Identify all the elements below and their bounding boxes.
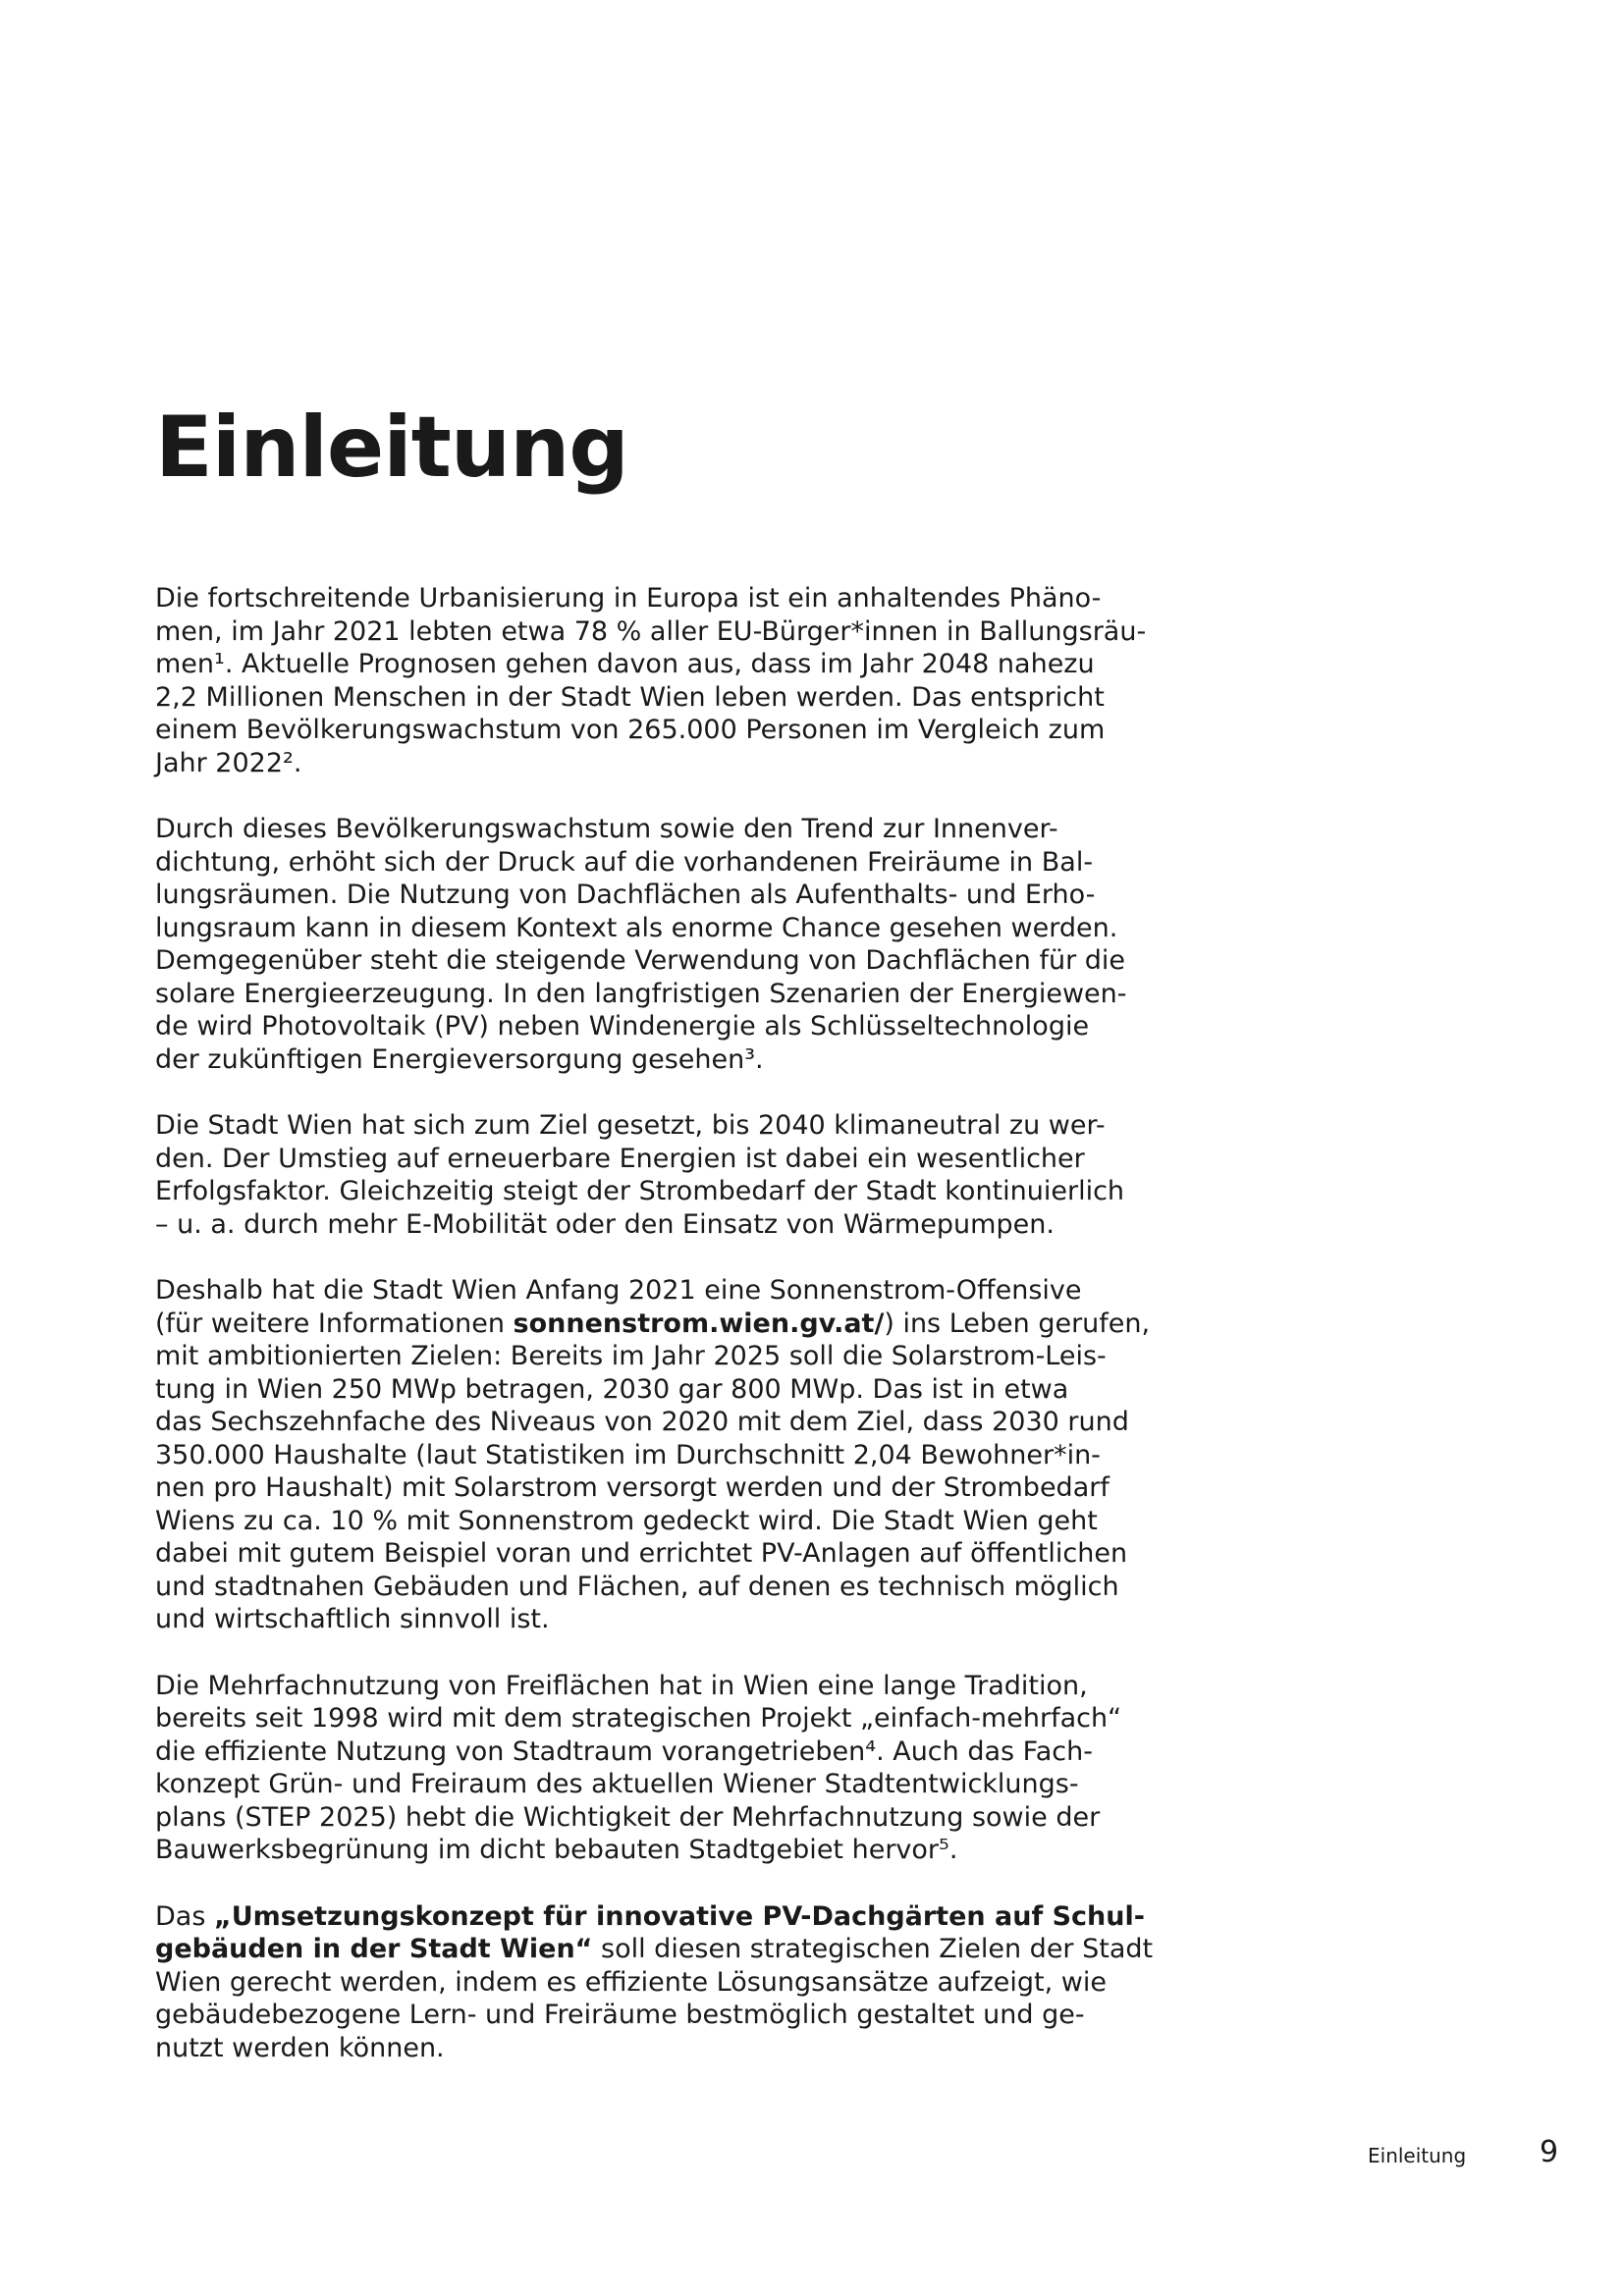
concept-title-part-2: gebäuden in der Stadt Wien“ (155, 1934, 593, 1964)
text-line: lungsraum kann in diesem Kontext als enorme Chance gesehen werden. (155, 912, 1118, 943)
text-line: mit ambitionierten Zielen: Bereits im Jahr 2025 soll die Solarstrom-Leis- (155, 1341, 1107, 1371)
text-line: Die Mehrfachnutzung von Freiflächen hat in Wien eine lange Tradition, (155, 1670, 1088, 1701)
text-line: dabei mit gutem Beispiel voran und errichtet PV-Anlagen auf öffentlichen (155, 1538, 1128, 1569)
text-line: das Sechszehnfache des Niveaus von 2020 mit dem Ziel, dass 2030 rund (155, 1407, 1129, 1437)
paragraph-umsetzungskonzept (155, 1900, 1154, 2065)
footer-page-number: 9 (1540, 2135, 1559, 2169)
text-line: solare Energieerzeugung. In den langfristigen Szenarien der Energiewen- (155, 978, 1127, 1009)
text-line: der zukünftigen Energieversorgung gesehen³. (155, 1043, 764, 1075)
text-line: Das „Umsetzungskonzept für innovative PV-Dachgärten auf Schul- (155, 1900, 1145, 1932)
text-line: 350.000 Haushalte (laut Statistiken im Durchschnitt 2,04 Bewohner*in- (155, 1439, 1101, 1470)
text-line: Die Stadt Wien hat sich zum Ziel gesetzt, bis 2040 klimaneutral zu wer- (155, 1110, 1106, 1141)
text-line: und wirtschaftlich sinnvoll ist. (155, 1604, 550, 1634)
text-line: Die fortschreitende Urbanisierung in Europa ist ein anhaltendes Phäno- (155, 583, 1102, 614)
text-line: gebäudebezogene Lern- und Freiräume bestmöglich gestaltet und ge- (155, 2000, 1085, 2030)
text-line: Wien gerecht werden, indem es effiziente Lösungsansätze aufzeigt, wie (155, 1966, 1107, 1998)
text-line: Wiens zu ca. 10 % mit Sonnenstrom gedeckt wird. Die Stadt Wien geht (155, 1505, 1098, 1536)
text-line: Durch dieses Bevölkerungswachstum sowie den Trend zur Innenver- (155, 814, 1058, 844)
concept-title-part-1: „Umsetzungskonzept für innovative PV-Dachgärten auf Schul- (214, 1900, 1145, 1932)
text-line: plans (STEP 2025) hebt die Wichtigkeit der Mehrfachnutzung sowie der (155, 1801, 1101, 1833)
text-line: bereits seit 1998 wird mit dem strategischen Projekt „einfach-mehrfach“ (155, 1703, 1122, 1734)
paragraph-mehrfachnutzung (155, 1670, 1122, 1867)
text-line: lungsräumen. Die Nutzung von Dachflächen als Aufenthalts- und Erho- (155, 880, 1096, 910)
footer-section-label: Einleitung (1368, 2144, 1467, 2167)
text-line: konzept Grün- und Freiraum des aktuellen Wiener Stadtentwicklungs- (155, 1769, 1079, 1799)
text-line: nen pro Haushalt) mit Solarstrom versorgt werden und der Strombedarf (155, 1472, 1110, 1503)
text-line: und stadtnahen Gebäuden und Flächen, auf denen es technisch möglich (155, 1571, 1119, 1602)
text-line: einem Bevölkerungswachstum von 265.000 Personen im Vergleich zum (155, 715, 1106, 745)
text-line: dichtung, erhöht sich der Druck auf die vorhandenen Freiräume in Bal- (155, 846, 1094, 878)
text-line: Demgegenüber steht die steigende Verwendung von Dachflächen für die (155, 945, 1126, 976)
paragraph-urbanisierung (155, 582, 1147, 779)
sonnenstrom-link[interactable]: sonnenstrom.wien.gv.at/ (513, 1308, 885, 1339)
paragraph-freiraeume (155, 813, 1127, 1076)
page-title: Einleitung (155, 399, 628, 497)
text-line: nutzt werden können. (155, 2032, 445, 2063)
text-line: gebäuden in der Stadt Wien“ soll diesen strategischen Zielen der Stadt (155, 1934, 1154, 1964)
text-line: (für weitere Informationen sonnenstrom.wien.gv.at/) ins Leben gerufen, (155, 1308, 1151, 1339)
paragraph-klimaneutral (155, 1109, 1125, 1241)
body-text (155, 582, 1154, 2098)
text-line: Bauwerksbegrünung im dicht bebauten Stadtgebiet hervor⁵. (155, 1835, 958, 1865)
text-line: 2,2 Millionen Menschen in der Stadt Wien leben werden. Das entspricht (155, 681, 1105, 713)
text-line: de wird Photovoltaik (PV) neben Windenergie als Schlüsseltechnologie (155, 1011, 1090, 1041)
text-line: den. Der Umstieg auf erneuerbare Energien ist dabei ein wesentlicher (155, 1143, 1085, 1174)
paragraph-sonnenstrom-offensive (155, 1274, 1151, 1636)
text-line: Deshalb hat die Stadt Wien Anfang 2021 eine Sonnenstrom-Offensive (155, 1275, 1082, 1306)
text-line: men¹. Aktuelle Prognosen gehen davon aus, dass im Jahr 2048 nahezu (155, 649, 1095, 679)
text-line: men, im Jahr 2021 lebten etwa 78 % aller EU-Bürger*innen in Ballungsräu- (155, 615, 1147, 647)
text-line: – u. a. durch mehr E-Mobilität oder den Einsatz von Wärmepumpen. (155, 1208, 1055, 1240)
text-line: Jahr 2022². (155, 747, 302, 778)
text-line: tung in Wien 250 MWp betragen, 2030 gar 800 MWp. Das ist in etwa (155, 1373, 1069, 1405)
text-line: die effiziente Nutzung von Stadtraum vorangetrieben⁴. Auch das Fach- (155, 1735, 1093, 1767)
text-line: Erfolgsfaktor. Gleichzeitig steigt der Strombedarf der Stadt kontinuierlich (155, 1176, 1125, 1206)
